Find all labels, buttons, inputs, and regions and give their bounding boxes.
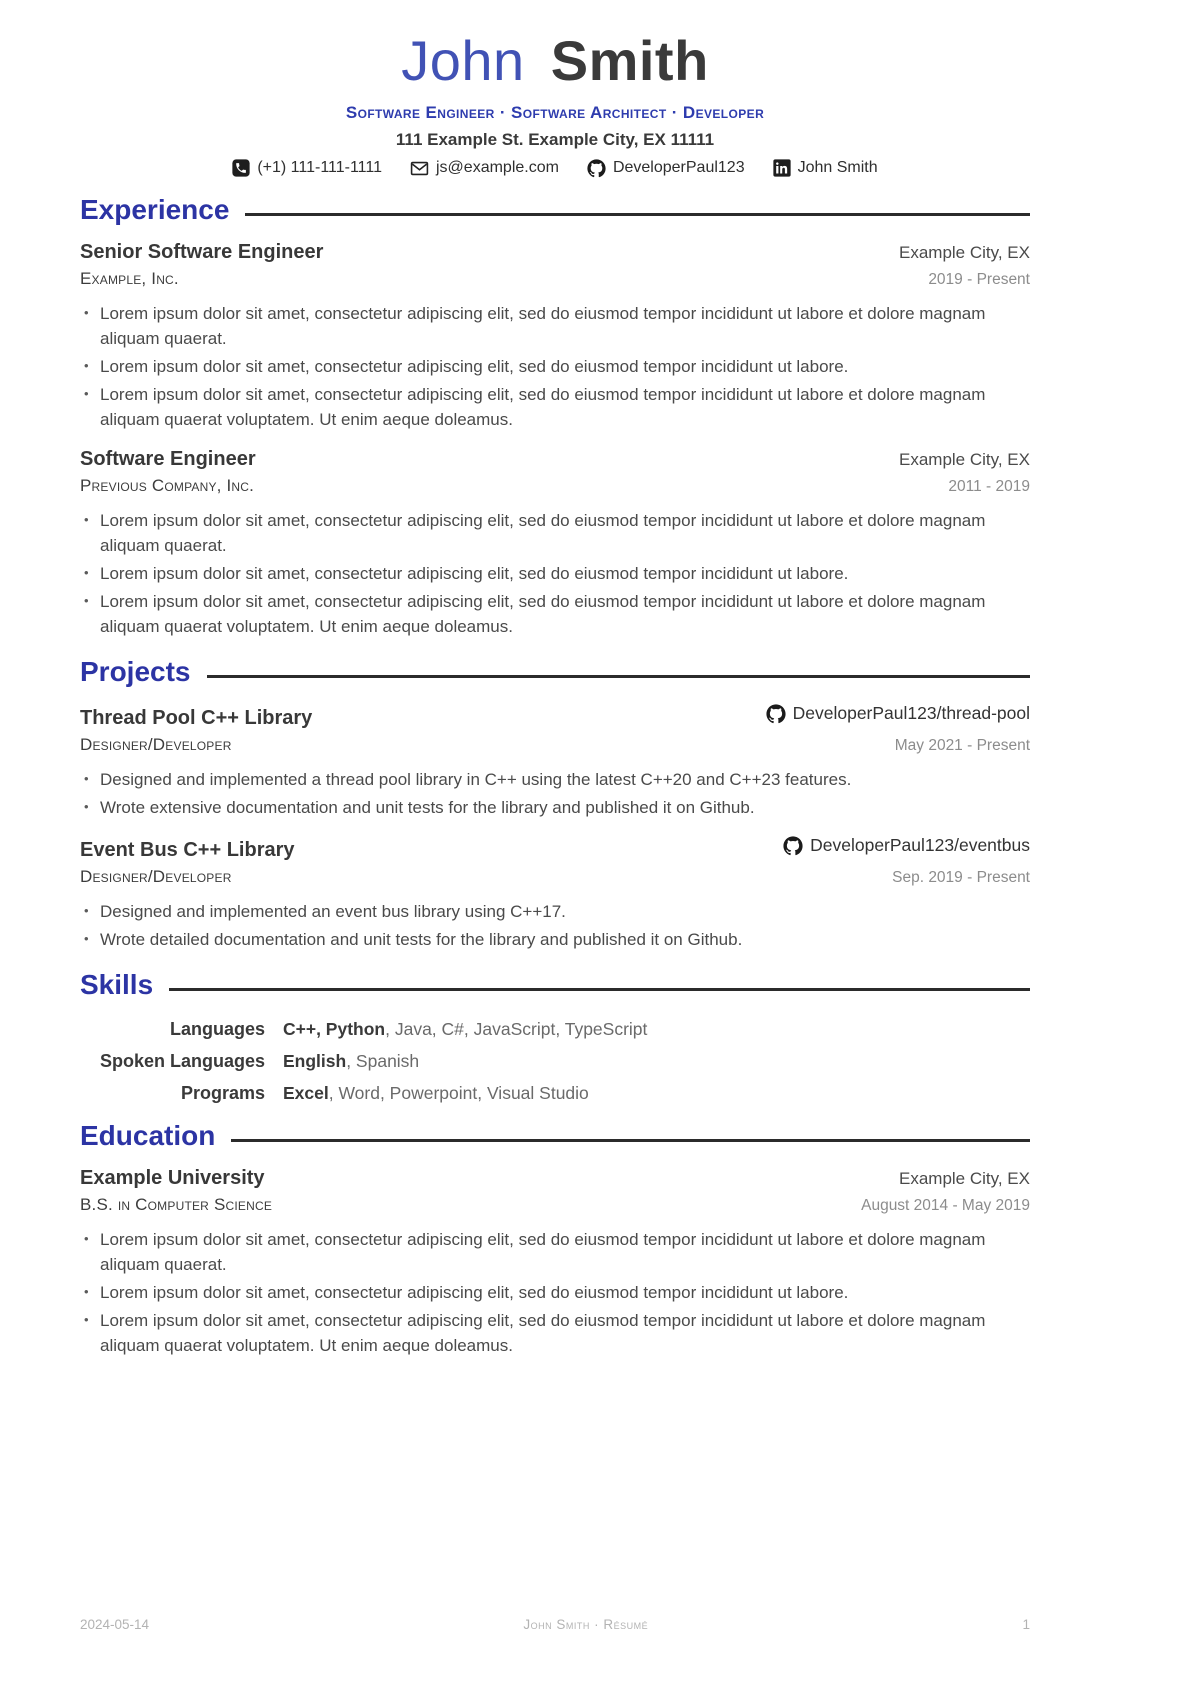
section-experience xyxy=(80,194,1030,640)
job-bullets xyxy=(80,302,1030,433)
project-name: Thread Pool C++ Library xyxy=(80,706,313,729)
skill-value-rest: , Word, Powerpoint, Visual Studio xyxy=(328,1083,589,1104)
education-bullet: • Lorem ipsum dolor sit amet, consectetur adipiscing elit, sed do eiusmod tempor incididunt ut labore. xyxy=(84,1281,1030,1306)
phone-icon xyxy=(232,159,250,177)
school-dates: August 2014 - May 2019 xyxy=(861,1197,1030,1215)
project-repo-link[interactable] xyxy=(783,835,1030,856)
project-repo-link[interactable] xyxy=(766,703,1030,724)
github-icon xyxy=(587,159,606,178)
section-rule xyxy=(207,675,1031,678)
skill-value-rest: , Spanish xyxy=(346,1051,420,1072)
job-company: Example, Inc. xyxy=(80,268,179,288)
project-entry xyxy=(80,703,1030,820)
project-entry xyxy=(80,835,1030,952)
project-bullet: • Designed and implemented a thread pool library in C++ using the latest C++20 and C++23 features. xyxy=(84,768,1030,793)
job-bullet: • Lorem ipsum dolor sit amet, consectetur adipiscing elit, sed do eiusmod tempor incididunt ut labore et dolore magnam aliquam quaerat voluptatem. Ut enim aeque doleamus. xyxy=(84,383,1030,433)
project-role: Designer/Developer xyxy=(80,734,232,754)
contact-bar xyxy=(80,159,1030,178)
project-dates: Sep. 2019 - Present xyxy=(892,868,1030,886)
section-skills-header xyxy=(80,969,1030,1001)
resume-header xyxy=(80,0,1030,178)
linkedin-text: John Smith xyxy=(797,159,878,177)
project-bullet: • Designed and implemented an event bus library using C++17. xyxy=(84,900,1030,925)
project-bullets xyxy=(80,900,1030,953)
job-company: Previous Company, Inc. xyxy=(80,475,255,495)
job-dates: 2011 - 2019 xyxy=(948,477,1030,495)
section-rule xyxy=(245,213,1030,216)
job-bullet: • Lorem ipsum dolor sit amet, consectetur adipiscing elit, sed do eiusmod tempor incididunt ut labore et dolore magnam aliquam quaerat voluptatem. Ut enim aeque doleamus. xyxy=(84,590,1030,640)
job-bullets xyxy=(80,509,1030,640)
school-name: Example University xyxy=(80,1167,265,1190)
skill-row xyxy=(80,1051,1030,1072)
section-skills xyxy=(80,969,1030,1104)
job-location: Example City, EX xyxy=(898,242,1030,262)
project-bullet: • Wrote extensive documentation and unit tests for the library and published it on Github. xyxy=(84,796,1030,821)
footer-title: John Smith · Résumé xyxy=(523,1617,649,1632)
github-text: DeveloperPaul123 xyxy=(612,159,745,177)
tagline: Software Engineer · Software Architect · Developer xyxy=(345,102,765,122)
section-title: Skills xyxy=(80,968,154,1000)
job-entry xyxy=(80,241,1030,433)
project-bullet: • Wrote detailed documentation and unit tests for the library and published it on Github. xyxy=(84,928,1030,953)
project-repo-text: DeveloperPaul123/thread-pool xyxy=(792,703,1030,724)
job-bullet: • Lorem ipsum dolor sit amet, consectetur adipiscing elit, sed do eiusmod tempor incididunt ut labore et dolore magnam aliquam quaerat. xyxy=(84,302,1030,352)
footer-page-number: 1 xyxy=(1022,1617,1030,1632)
job-bullet: • Lorem ipsum dolor sit amet, consectetur adipiscing elit, sed do eiusmod tempor incididunt ut labore. xyxy=(84,562,1030,587)
school-location: Example City, EX xyxy=(898,1169,1030,1189)
job-role: Software Engineer xyxy=(80,447,256,470)
section-experience-header xyxy=(80,194,1030,226)
job-bullet: • Lorem ipsum dolor sit amet, consectetur adipiscing elit, sed do eiusmod tempor incididunt ut labore et dolore magnam aliquam quaerat. xyxy=(84,509,1030,559)
github-icon xyxy=(783,836,803,856)
section-title: Experience xyxy=(80,193,230,225)
last-name: Smith xyxy=(550,29,709,92)
job-entry xyxy=(80,448,1030,640)
page-footer xyxy=(80,1617,1030,1632)
skill-value xyxy=(283,1019,647,1040)
education-entry xyxy=(80,1167,1030,1359)
skill-label: Spoken Languages xyxy=(99,1051,265,1072)
job-bullet: • Lorem ipsum dolor sit amet, consectetur adipiscing elit, sed do eiusmod tempor incididunt ut labore. xyxy=(84,355,1030,380)
section-rule xyxy=(169,988,1030,991)
linkedin-icon xyxy=(773,159,791,177)
school-degree: B.S. in Computer Science xyxy=(80,1195,273,1215)
email-text: js@example.com xyxy=(436,159,559,177)
first-name: John xyxy=(401,29,525,92)
phone-link[interactable] xyxy=(232,159,382,177)
skill-value-strong: C++, Python xyxy=(283,1019,386,1040)
skills-table xyxy=(80,1019,1030,1104)
github-link[interactable] xyxy=(587,159,745,178)
skill-label: Languages xyxy=(169,1019,265,1040)
linkedin-link[interactable] xyxy=(773,159,878,177)
job-location: Example City, EX xyxy=(898,449,1030,469)
job-dates: 2019 - Present xyxy=(928,270,1030,288)
skill-row xyxy=(80,1019,1030,1040)
footer-date: 2024-05-14 xyxy=(80,1617,150,1632)
github-icon xyxy=(766,704,786,724)
skill-value-rest: , Java, C#, JavaScript, TypeScript xyxy=(385,1019,648,1040)
job-role: Senior Software Engineer xyxy=(80,240,324,263)
section-title: Education xyxy=(80,1120,216,1152)
section-title: Projects xyxy=(80,655,191,687)
section-education xyxy=(80,1120,1030,1359)
section-projects-header xyxy=(80,656,1030,688)
project-repo-text: DeveloperPaul123/eventbus xyxy=(810,835,1030,856)
skill-value-strong: English xyxy=(283,1051,347,1072)
skill-value xyxy=(283,1083,589,1104)
skill-label: Programs xyxy=(180,1083,265,1104)
project-name: Event Bus C++ Library xyxy=(80,838,295,861)
phone-text: (+1) 111-111-1111 xyxy=(257,159,382,177)
person-name xyxy=(80,29,1030,92)
envelope-icon xyxy=(410,159,429,178)
skill-row xyxy=(80,1083,1030,1104)
skill-value-strong: Excel xyxy=(283,1083,329,1104)
section-education-header xyxy=(80,1120,1030,1152)
address: 111 Example St. Example City, EX 11111 xyxy=(395,129,715,149)
project-dates: May 2021 - Present xyxy=(894,736,1030,754)
section-rule xyxy=(231,1139,1030,1142)
email-link[interactable] xyxy=(410,159,559,178)
project-role: Designer/Developer xyxy=(80,866,232,886)
education-bullets xyxy=(80,1228,1030,1359)
education-bullet: • Lorem ipsum dolor sit amet, consectetur adipiscing elit, sed do eiusmod tempor incididunt ut labore et dolore magnam aliquam quaerat voluptatem. Ut enim aeque doleamus. xyxy=(84,1309,1030,1359)
section-projects xyxy=(80,656,1030,953)
education-bullet: • Lorem ipsum dolor sit amet, consectetur adipiscing elit, sed do eiusmod tempor incididunt ut labore et dolore magnam aliquam quaerat. xyxy=(84,1228,1030,1278)
skill-value xyxy=(283,1051,419,1072)
project-bullets xyxy=(80,768,1030,821)
